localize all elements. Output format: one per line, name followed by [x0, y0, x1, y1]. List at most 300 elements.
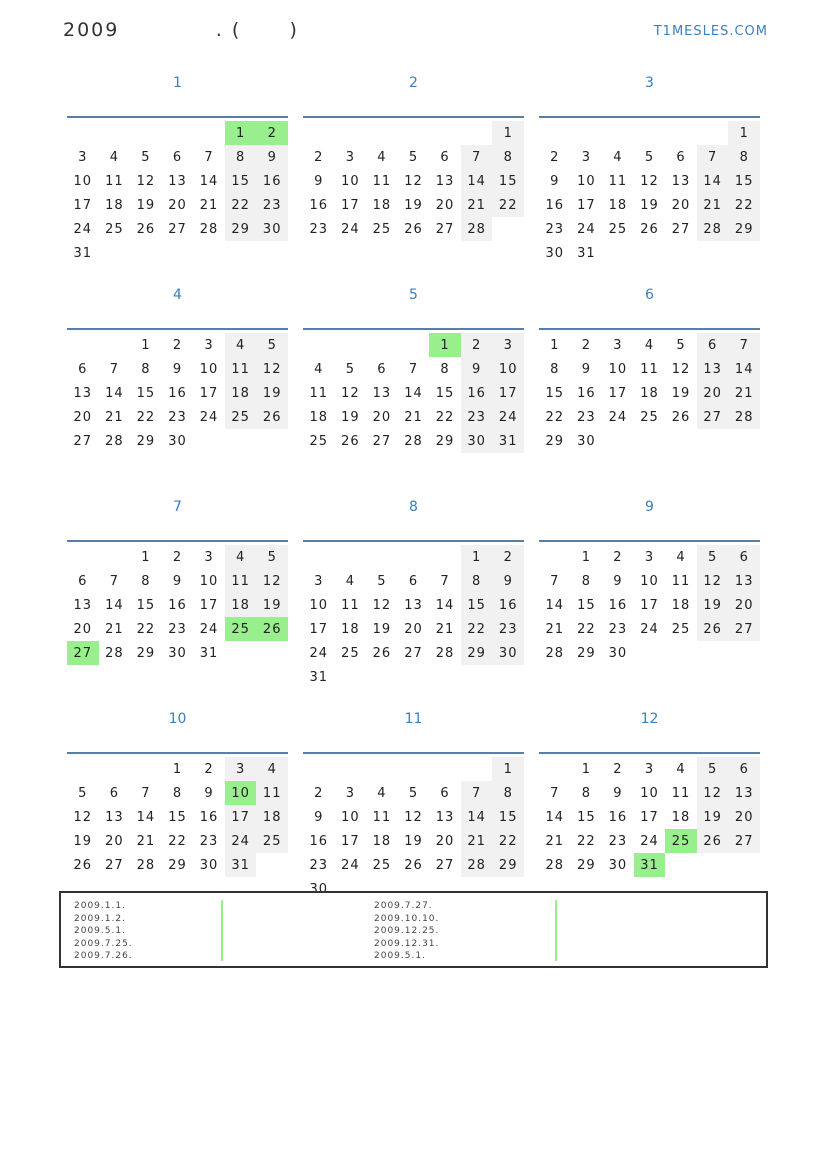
day-cell: 28 [461, 217, 493, 241]
day-cell: 1 [492, 757, 524, 781]
day-empty [99, 333, 131, 357]
day-cell: 22 [545, 409, 565, 425]
day-cell: 13 [697, 357, 729, 381]
day-cell: 28 [105, 433, 124, 449]
brand-logo[interactable]: T1MESLES.COM [653, 24, 768, 39]
day-cell: 5 [345, 361, 355, 377]
month-days [303, 116, 524, 241]
day-cell: 18 [372, 197, 392, 213]
day-cell: 15 [492, 805, 524, 829]
day-cell: 4 [676, 549, 686, 565]
day-cell: 28 [105, 645, 124, 661]
day-cell: 20 [168, 197, 187, 213]
day-cell: 16 [199, 809, 219, 825]
day-cell: 21 [435, 621, 455, 637]
day-cell: 19 [372, 621, 392, 637]
day-cell: 8 [440, 361, 450, 377]
day-cell: 16 [492, 593, 524, 617]
day-empty [539, 757, 571, 781]
day-cell: 31 [225, 853, 257, 877]
month-days [539, 752, 760, 877]
day-cell: 11 [372, 809, 392, 825]
day-cell: 14 [697, 169, 729, 193]
day-cell: 3 [204, 549, 214, 565]
day-cell: 5 [408, 149, 419, 165]
day-cell: 26 [341, 433, 360, 449]
day-cell: 19 [404, 833, 423, 849]
legend-date: 2009.1.1. [74, 901, 126, 911]
day-cell: 13 [404, 597, 423, 613]
day-cell: 21 [404, 409, 423, 425]
day-cell: 24 [309, 645, 329, 661]
day-cell: 29 [492, 853, 524, 877]
day-cell: 8 [728, 145, 760, 169]
legend-left-column [74, 900, 133, 963]
day-cell: 16 [168, 385, 187, 401]
day-cell: 12 [73, 809, 93, 825]
day-cell: 18 [372, 833, 392, 849]
day-cell: 11 [372, 173, 392, 189]
day-cell: 10 [199, 361, 219, 377]
legend-left-marker [221, 900, 223, 961]
day-cell: 17 [225, 805, 257, 829]
legend-date: 2009.10.10. [374, 913, 440, 924]
day-cell: 6 [377, 361, 387, 377]
day-cell: 7 [109, 573, 119, 589]
day-cell: 11 [309, 385, 329, 401]
day-cell: 21 [105, 621, 124, 637]
day-empty [429, 545, 461, 569]
day-cell: 9 [172, 361, 183, 377]
day-cell: 4 [314, 361, 324, 377]
day-cell: 14 [728, 357, 760, 381]
day-cell: 24 [225, 829, 257, 853]
day-cell: 3 [581, 149, 591, 165]
day-cell: 18 [671, 809, 691, 825]
month-days [303, 328, 524, 453]
day-cell: 4 [256, 757, 288, 781]
day-cell: 23 [608, 621, 628, 637]
day-cell: 7 [550, 573, 560, 589]
day-cell: 25 [640, 409, 659, 425]
day-cell: 19 [640, 197, 659, 213]
day-cell: 8 [492, 145, 524, 169]
day-cell: 22 [168, 833, 187, 849]
month-days [539, 328, 760, 453]
day-cell: 18 [225, 381, 257, 405]
day-cell: 26 [404, 221, 423, 237]
month-days [303, 752, 524, 901]
day-cell: 2 [314, 149, 324, 165]
day-cell: 19 [671, 385, 691, 401]
day-cell: 25 [309, 433, 329, 449]
month-title: 10 [168, 711, 187, 727]
month-title: 3 [645, 75, 654, 91]
day-cell: 27 [671, 221, 691, 237]
day-cell: 2 [613, 761, 623, 777]
month-10 [67, 706, 288, 918]
day-cell: 12 [697, 781, 729, 805]
day-cell: 3 [345, 785, 355, 801]
day-cell: 27 [168, 221, 187, 237]
month-5 [303, 282, 524, 494]
day-cell: 2 [581, 337, 591, 353]
day-cell: 13 [73, 597, 93, 613]
day-cell: 1 [581, 549, 591, 565]
day-cell: 15 [136, 597, 156, 613]
day-cell: 19 [256, 593, 288, 617]
day-cell: 7 [204, 149, 214, 165]
day-cell: 26 [73, 857, 93, 873]
day-cell: 9 [314, 173, 324, 189]
month-days [67, 540, 288, 665]
day-cell: 18 [640, 385, 659, 401]
day-cell: 11 [341, 597, 360, 613]
day-cell: 21 [545, 621, 565, 637]
day-cell: 22 [225, 193, 257, 217]
day-cell: 4 [644, 337, 655, 353]
day-cell: 20 [435, 197, 455, 213]
day-empty [67, 757, 99, 781]
day-cell: 20 [728, 593, 760, 617]
day-cell: 1 [141, 337, 151, 353]
day-empty [461, 121, 493, 145]
day-empty [303, 333, 335, 357]
day-cell: 12 [697, 569, 729, 593]
day-cell: 2 [613, 549, 623, 565]
day-empty [67, 333, 99, 357]
day-cell: 21 [461, 829, 493, 853]
month-title: 9 [645, 499, 654, 515]
day-cell: 19 [136, 197, 156, 213]
day-cell: 24 [73, 221, 93, 237]
day-cell: 1 [581, 761, 591, 777]
day-cell: 9 [314, 809, 324, 825]
holiday-legend [59, 891, 768, 968]
day-cell: 17 [341, 197, 360, 213]
month-title: 8 [409, 499, 418, 515]
day-cell: 26 [671, 409, 691, 425]
day-empty [99, 121, 131, 145]
month-6 [539, 282, 760, 494]
day-cell: 18 [225, 593, 257, 617]
day-cell: 23 [492, 617, 524, 641]
day-cell: 20 [671, 197, 691, 213]
day-cell: 3 [225, 757, 257, 781]
day-cell: 20 [728, 805, 760, 829]
day-cell: 5 [697, 757, 729, 781]
day-cell: 1 [429, 333, 461, 357]
day-cell: 7 [408, 361, 419, 377]
day-cell: 14 [461, 805, 493, 829]
day-cell: 12 [136, 173, 156, 189]
day-cell: 30 [545, 245, 565, 261]
day-empty [398, 121, 430, 145]
day-cell: 1 [492, 121, 524, 145]
day-empty [366, 757, 398, 781]
day-cell: 23 [309, 857, 329, 873]
day-cell: 15 [225, 169, 257, 193]
day-cell: 10 [640, 785, 659, 801]
day-cell: 17 [640, 809, 659, 825]
day-cell: 13 [372, 385, 392, 401]
day-empty [303, 545, 335, 569]
day-cell: 13 [728, 569, 760, 593]
day-cell: 14 [545, 809, 565, 825]
legend-date: 2009.5.1. [374, 951, 426, 962]
day-empty [303, 757, 335, 781]
day-cell: 5 [377, 573, 387, 589]
day-cell: 27 [404, 645, 423, 661]
month-11 [303, 706, 524, 918]
day-cell: 25 [256, 829, 288, 853]
day-cell: 25 [372, 857, 392, 873]
month-9 [539, 494, 760, 706]
day-cell: 28 [136, 857, 156, 873]
day-cell: 12 [372, 597, 392, 613]
day-cell: 31 [73, 245, 93, 261]
day-cell: 30 [199, 857, 219, 873]
day-cell: 29 [168, 857, 187, 873]
day-cell: 24 [577, 221, 596, 237]
day-cell: 29 [461, 641, 493, 665]
day-cell: 12 [640, 173, 659, 189]
day-cell: 3 [613, 337, 623, 353]
day-cell: 8 [581, 573, 591, 589]
day-cell: 10 [341, 173, 360, 189]
day-cell: 5 [78, 785, 88, 801]
day-empty [67, 121, 99, 145]
day-cell: 27 [697, 405, 729, 429]
day-cell: 6 [78, 361, 88, 377]
legend-date: 2009.7.25. [74, 938, 133, 949]
day-cell: 14 [435, 597, 455, 613]
day-cell: 12 [671, 361, 691, 377]
day-empty [461, 757, 493, 781]
day-empty [571, 121, 603, 145]
month-days [67, 116, 288, 265]
day-cell: 22 [577, 621, 596, 637]
day-cell: 23 [608, 833, 628, 849]
month-3 [539, 70, 760, 282]
day-cell: 3 [644, 549, 655, 565]
legend-date: 2009.12.25. [374, 926, 440, 937]
day-empty [398, 545, 430, 569]
month-title: 6 [645, 287, 654, 303]
day-cell: 6 [440, 785, 450, 801]
month-4 [67, 282, 288, 494]
day-cell: 20 [73, 621, 93, 637]
month-title: 12 [640, 711, 659, 727]
month-8 [303, 494, 524, 706]
page-title: 2009 . ( ) [63, 19, 299, 41]
day-cell: 21 [136, 833, 156, 849]
day-cell: 14 [105, 597, 124, 613]
day-cell: 31 [634, 853, 666, 877]
day-cell: 25 [225, 617, 257, 641]
day-cell: 9 [492, 569, 524, 593]
day-cell: 8 [172, 785, 183, 801]
month-days [539, 116, 760, 265]
day-cell: 3 [644, 761, 655, 777]
month-title: 2 [409, 75, 418, 91]
day-cell: 31 [199, 645, 219, 661]
day-empty [429, 121, 461, 145]
day-cell: 24 [199, 621, 219, 637]
day-cell: 13 [73, 385, 93, 401]
day-cell: 11 [608, 173, 628, 189]
day-cell: 10 [492, 357, 524, 381]
day-cell: 30 [461, 429, 493, 453]
day-cell: 13 [435, 173, 455, 189]
day-cell: 3 [204, 337, 214, 353]
day-cell: 9 [461, 357, 493, 381]
day-cell: 2 [492, 545, 524, 569]
day-cell: 3 [78, 149, 88, 165]
day-cell: 12 [404, 173, 423, 189]
day-cell: 30 [309, 881, 329, 897]
day-empty [539, 121, 571, 145]
day-empty [366, 333, 398, 357]
day-cell: 8 [141, 361, 151, 377]
day-cell: 8 [225, 145, 257, 169]
month-title: 5 [409, 287, 418, 303]
day-cell: 15 [728, 169, 760, 193]
day-cell: 27 [435, 857, 455, 873]
day-cell: 18 [105, 197, 124, 213]
day-empty [99, 757, 131, 781]
day-empty [99, 545, 131, 569]
day-cell: 19 [256, 381, 288, 405]
day-cell: 10 [577, 173, 596, 189]
day-cell: 15 [168, 809, 187, 825]
day-cell: 5 [256, 545, 288, 569]
day-cell: 9 [256, 145, 288, 169]
day-cell: 24 [608, 409, 628, 425]
day-empty [130, 121, 162, 145]
day-cell: 20 [372, 409, 392, 425]
day-cell: 21 [199, 197, 219, 213]
day-cell: 26 [404, 857, 423, 873]
day-cell: 10 [640, 573, 659, 589]
day-cell: 11 [671, 573, 691, 589]
day-cell: 2 [314, 785, 324, 801]
day-cell: 13 [435, 809, 455, 825]
day-empty [366, 545, 398, 569]
day-empty [130, 757, 162, 781]
day-cell: 17 [73, 197, 93, 213]
day-cell: 1 [172, 761, 183, 777]
day-cell: 8 [581, 785, 591, 801]
day-cell: 25 [105, 221, 124, 237]
day-cell: 5 [644, 149, 655, 165]
day-cell: 4 [676, 761, 686, 777]
day-cell: 4 [225, 545, 257, 569]
month-title: 1 [173, 75, 182, 91]
day-cell: 4 [377, 785, 387, 801]
day-cell: 16 [309, 197, 329, 213]
day-cell: 7 [440, 573, 450, 589]
day-cell: 10 [225, 781, 257, 805]
month-title: 11 [404, 711, 423, 727]
day-cell: 23 [256, 193, 288, 217]
day-cell: 24 [640, 833, 659, 849]
day-cell: 6 [109, 785, 119, 801]
day-cell: 2 [256, 121, 288, 145]
day-cell: 3 [492, 333, 524, 357]
day-cell: 4 [345, 573, 355, 589]
month-days [303, 540, 524, 689]
day-cell: 26 [640, 221, 659, 237]
day-cell: 28 [728, 405, 760, 429]
day-cell: 4 [109, 149, 119, 165]
day-cell: 16 [577, 385, 596, 401]
month-title: 7 [173, 499, 182, 515]
day-empty [539, 545, 571, 569]
day-cell: 21 [697, 193, 729, 217]
day-cell: 17 [577, 197, 596, 213]
day-cell: 15 [545, 385, 565, 401]
day-cell: 17 [199, 597, 219, 613]
day-cell: 5 [676, 337, 686, 353]
day-cell: 1 [728, 121, 760, 145]
day-empty [697, 121, 729, 145]
day-cell: 14 [105, 385, 124, 401]
day-cell: 31 [309, 669, 329, 685]
day-cell: 15 [577, 597, 596, 613]
day-cell: 22 [728, 193, 760, 217]
day-cell: 4 [225, 333, 257, 357]
month-days [67, 328, 288, 453]
day-cell: 1 [225, 121, 257, 145]
day-empty [366, 121, 398, 145]
day-cell: 28 [461, 853, 493, 877]
month-7 [67, 494, 288, 706]
day-cell: 27 [728, 829, 760, 853]
day-cell: 18 [608, 197, 628, 213]
day-cell: 6 [728, 545, 760, 569]
day-cell: 11 [225, 357, 257, 381]
day-cell: 29 [728, 217, 760, 241]
day-cell: 30 [256, 217, 288, 241]
day-cell: 27 [435, 221, 455, 237]
day-cell: 19 [697, 593, 729, 617]
day-cell: 26 [256, 617, 288, 641]
day-cell: 3 [345, 149, 355, 165]
day-cell: 8 [461, 569, 493, 593]
day-cell: 11 [640, 361, 659, 377]
day-cell: 30 [608, 645, 628, 661]
month-days [67, 752, 288, 877]
day-cell: 9 [172, 573, 183, 589]
day-cell: 17 [341, 833, 360, 849]
day-cell: 29 [435, 433, 455, 449]
day-cell: 15 [435, 385, 455, 401]
day-cell: 28 [545, 645, 565, 661]
day-cell: 6 [408, 573, 419, 589]
day-cell: 15 [492, 169, 524, 193]
month-1 [67, 70, 288, 282]
day-cell: 24 [640, 621, 659, 637]
day-cell: 30 [577, 433, 596, 449]
day-cell: 19 [697, 805, 729, 829]
day-cell: 23 [309, 221, 329, 237]
day-cell: 23 [199, 833, 219, 849]
day-cell: 25 [671, 621, 691, 637]
day-cell: 10 [309, 597, 329, 613]
day-empty [193, 121, 225, 145]
day-empty [665, 121, 697, 145]
